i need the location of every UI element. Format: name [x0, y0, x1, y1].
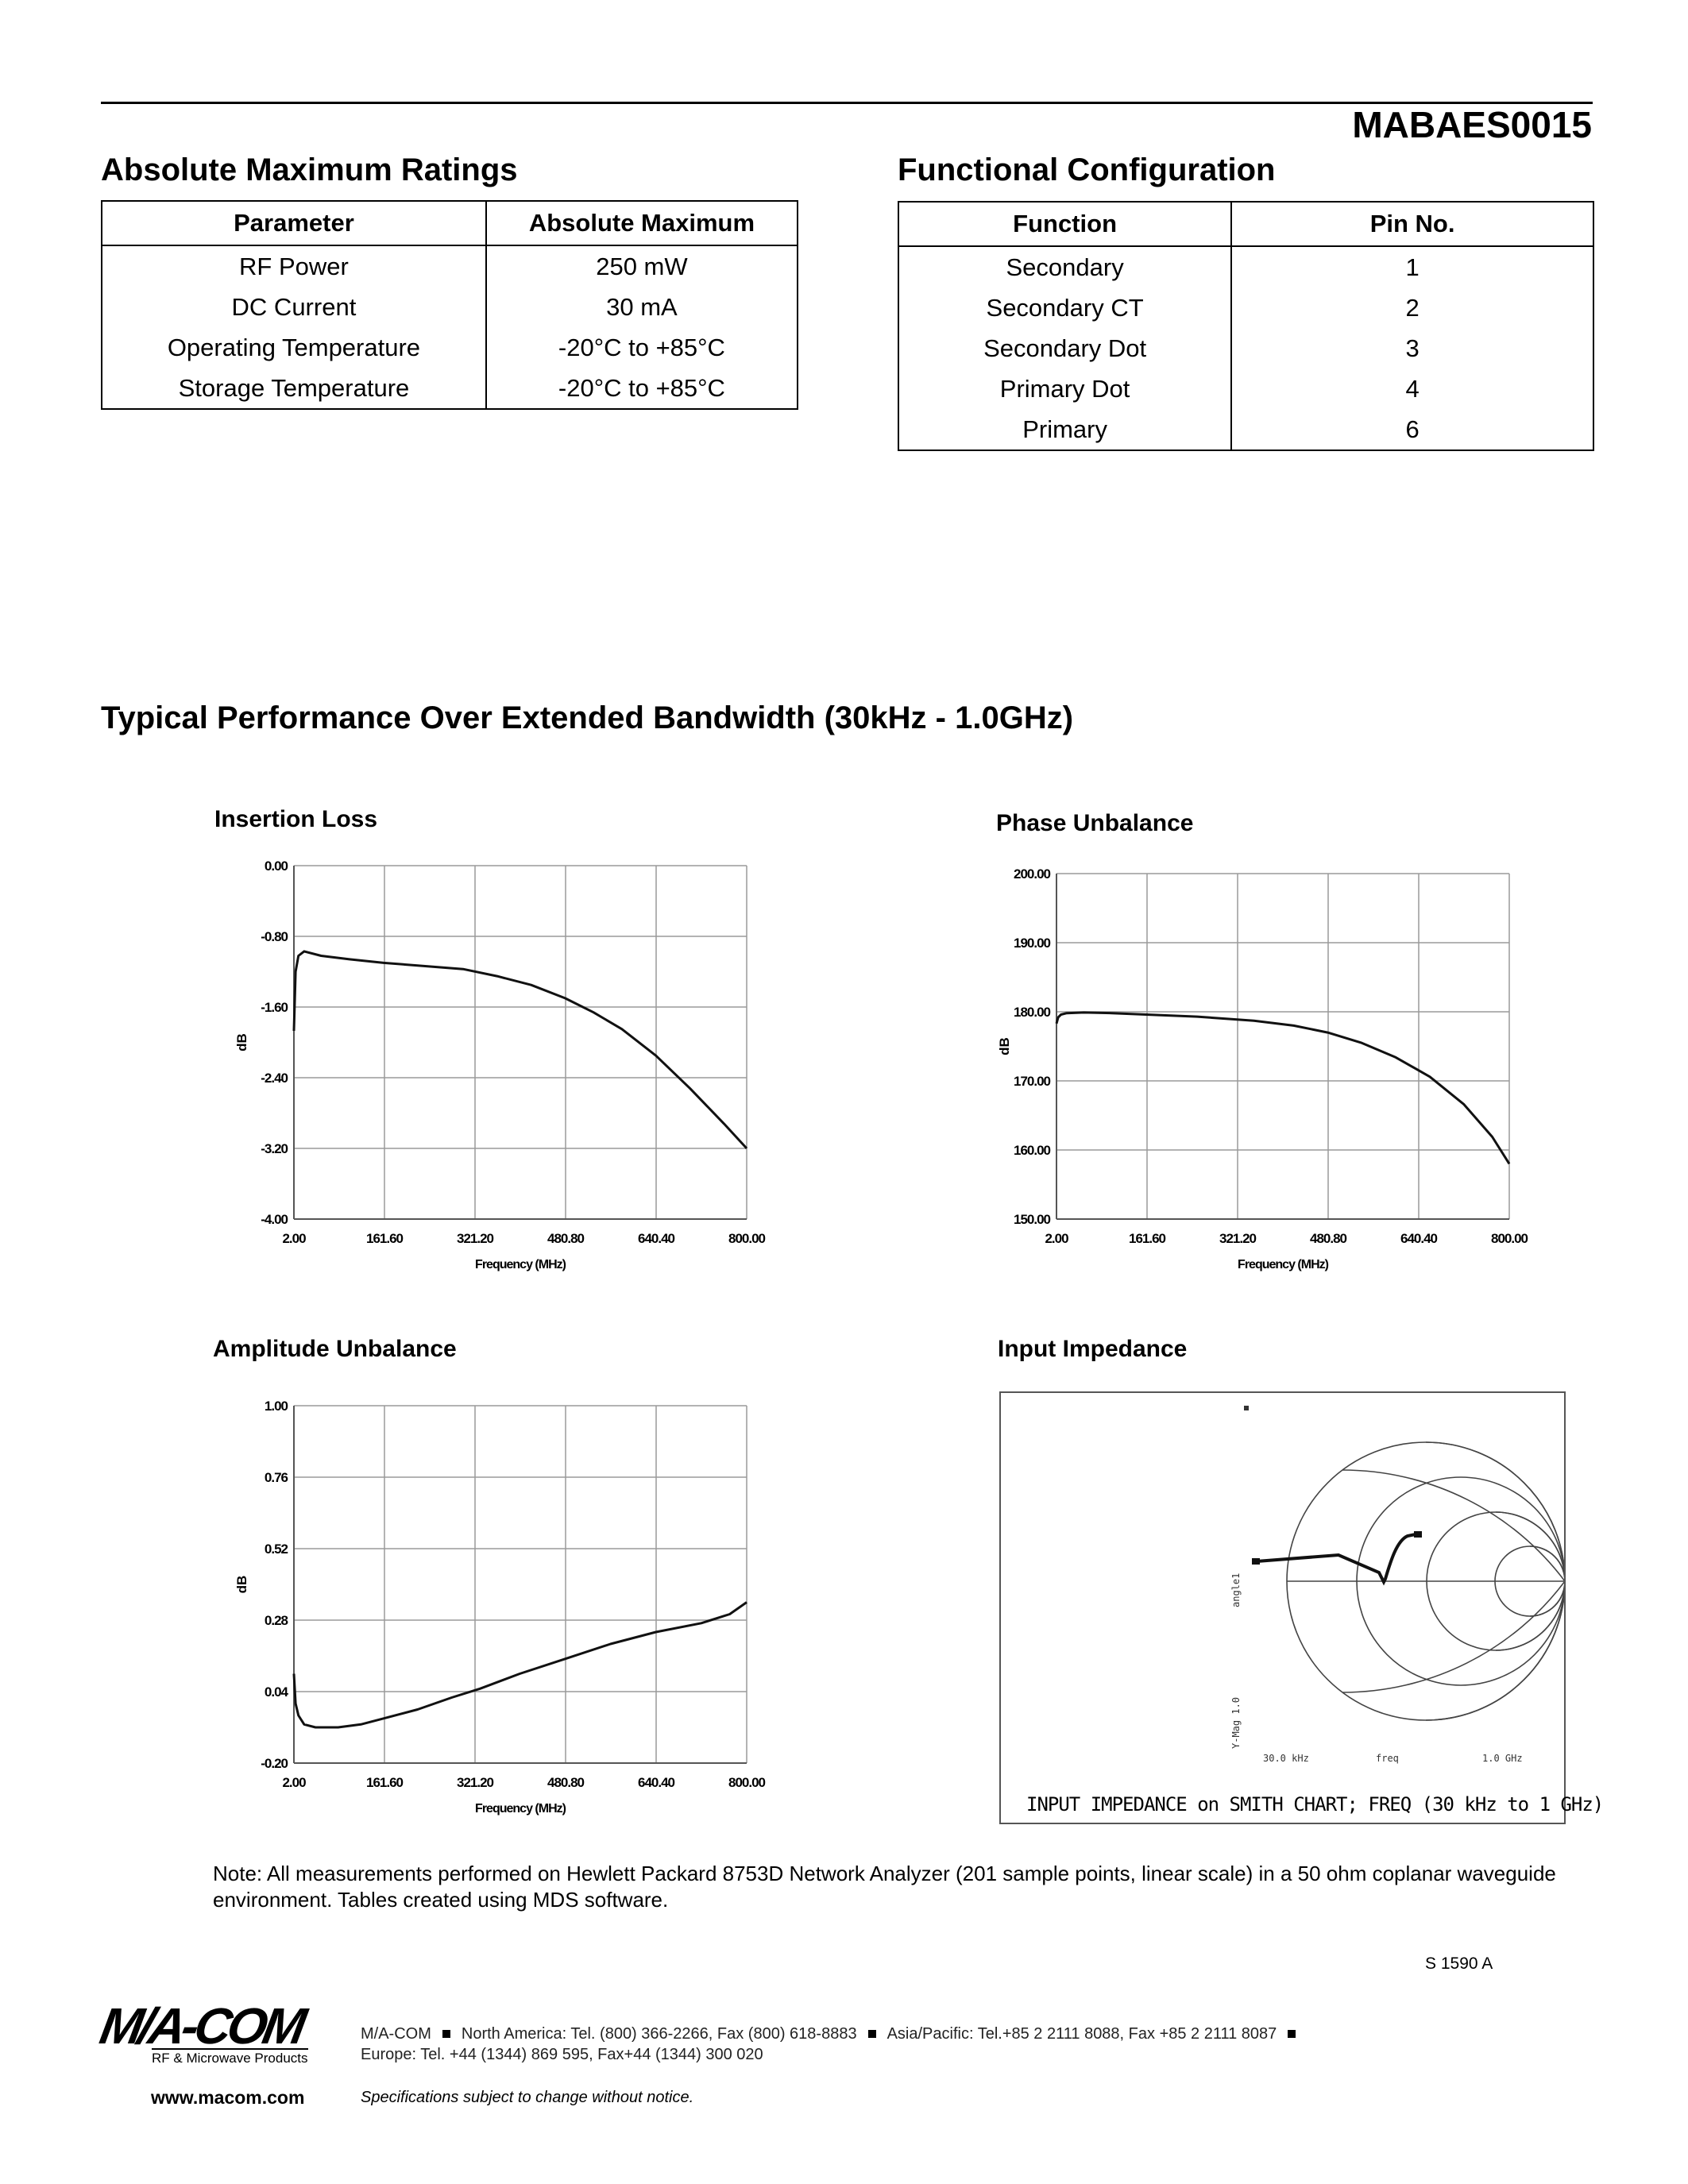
- x-axis-label: Frequency (MHz): [475, 1802, 566, 1815]
- table-cell: 6: [1231, 409, 1593, 450]
- y-tick-label: 0.04: [264, 1684, 288, 1700]
- table-cell: Operating Temperature: [102, 327, 486, 368]
- website-link[interactable]: www.macom.com: [151, 2087, 305, 2108]
- macom-logo: [95, 1997, 327, 2066]
- table-cell: 4: [1231, 369, 1593, 409]
- x-tick-label: 2.00: [1045, 1231, 1068, 1246]
- performance-title: Typical Performance Over Extended Bandwidth (30kHz - 1.0GHz): [101, 700, 1074, 735]
- y-tick-label: 1.00: [264, 1399, 288, 1414]
- series-line: [294, 1603, 747, 1728]
- y-tick-label: -0.80: [261, 929, 288, 944]
- x-tick-label: 800.00: [1491, 1231, 1528, 1246]
- smith-reactance-arc: [1342, 1581, 1564, 1692]
- table-row: [898, 287, 1593, 328]
- column-header: Parameter: [102, 201, 486, 245]
- bullet-square-icon: [868, 2030, 876, 2038]
- smith-chart: [1001, 1393, 1564, 1823]
- smith-reactance-arc: [1342, 1470, 1564, 1581]
- phase-unbalance-title: Phase Unbalance: [996, 810, 1194, 836]
- table-header-row: [102, 201, 798, 245]
- x-tick-label: 161.60: [366, 1775, 403, 1790]
- y-tick-label: 0.00: [264, 859, 288, 874]
- measurement-note: Note: All measurements performed on Hewlett Packard 8753D Network Analyzer (201 sample points, linear scale) in a 50 ohm coplanar waveguide environment. Tables created using MDS software.: [213, 1862, 1556, 1912]
- table-row: [898, 409, 1593, 450]
- smith-reactance-arc: [1530, 1581, 1564, 1616]
- contact-line: [361, 2024, 1307, 2044]
- x-tick-label: 321.20: [457, 1775, 493, 1790]
- input-impedance-title: Input Impedance: [998, 1336, 1188, 1362]
- x-tick-label: 321.20: [457, 1231, 493, 1246]
- y-tick-label: 190.00: [1014, 936, 1050, 951]
- insertion-loss-chart: [214, 850, 802, 1310]
- x-tick-label: 321.20: [1219, 1231, 1256, 1246]
- x-tick-label: 640.40: [1400, 1231, 1437, 1246]
- x-tick-label: 640.40: [638, 1231, 674, 1246]
- y-axis-label: dB: [997, 1037, 1012, 1055]
- smith-reactance-arc: [1530, 1546, 1564, 1581]
- y-tick-label: 0.52: [264, 1542, 288, 1557]
- func-config-table: [898, 201, 1594, 451]
- top-marker: [1244, 1406, 1249, 1410]
- table-cell: 3: [1231, 328, 1593, 369]
- table-row: [102, 245, 798, 287]
- asia-contact: Asia/Pacific: Tel.+85 2 2111 8088, Fax +85 2 2111 8087: [886, 2025, 1277, 2043]
- table-cell: -20°C to +85°C: [486, 327, 798, 368]
- y-tick-label: 150.00: [1014, 1212, 1050, 1227]
- end-marker: [1414, 1531, 1422, 1538]
- contact-info: [361, 2024, 1307, 2065]
- x-tick-label: 800.00: [728, 1231, 765, 1246]
- table-row: [898, 328, 1593, 369]
- abs-max-title: Absolute Maximum Ratings: [101, 152, 518, 187]
- disclaimer: Specifications subject to change without notice.: [361, 2089, 694, 2106]
- smith-start-label: 30.0 kHz: [1263, 1753, 1309, 1764]
- table-cell: -20°C to +85°C: [486, 368, 798, 409]
- x-tick-label: 640.40: [638, 1775, 674, 1790]
- table-cell: Secondary CT: [898, 287, 1231, 328]
- phase-unbalance-chart: [977, 858, 1557, 1310]
- y-tick-label: -1.60: [261, 1000, 288, 1015]
- y-tick-label: -2.40: [261, 1071, 288, 1086]
- logo-subtitle: RF & Microwave Products: [152, 2048, 308, 2066]
- company-name: M/A-COM: [361, 2025, 431, 2043]
- column-header: Absolute Maximum: [486, 201, 798, 245]
- y-tick-label: 0.76: [264, 1470, 288, 1485]
- x-tick-label: 480.80: [1310, 1231, 1346, 1246]
- series-line: [294, 951, 747, 1148]
- table-cell: 1: [1231, 246, 1593, 287]
- abs-max-table: [101, 200, 798, 410]
- table-cell: 30 mA: [486, 287, 798, 327]
- impedance-trace: [1257, 1534, 1416, 1582]
- y-axis-label: dB: [234, 1575, 249, 1594]
- x-tick-label: 2.00: [282, 1231, 306, 1246]
- amplitude-unbalance-title: Amplitude Unbalance: [213, 1336, 457, 1362]
- x-tick-label: 161.60: [1129, 1231, 1165, 1246]
- y-tick-label: 0.28: [264, 1613, 288, 1628]
- y-tick-label: 160.00: [1014, 1143, 1050, 1158]
- table-row: [102, 327, 798, 368]
- table-cell: RF Power: [102, 245, 486, 287]
- x-tick-label: 480.80: [547, 1775, 584, 1790]
- column-header: Function: [898, 202, 1231, 246]
- amplitude-unbalance-chart: [214, 1390, 802, 1850]
- smith-freq-label: freq: [1376, 1753, 1399, 1764]
- y-tick-label: 180.00: [1014, 1005, 1050, 1020]
- table-cell: Primary: [898, 409, 1231, 450]
- table-cell: DC Current: [102, 287, 486, 327]
- y-axis-label: dB: [234, 1033, 249, 1051]
- table-row: [102, 368, 798, 409]
- x-tick-label: 480.80: [547, 1231, 584, 1246]
- table-cell: Secondary: [898, 246, 1231, 287]
- insertion-loss-title: Insertion Loss: [214, 806, 378, 832]
- column-header: Pin No.: [1231, 202, 1593, 246]
- europe-contact: Europe: Tel. +44 (1344) 869 595, Fax+44 (1344) 300 020: [361, 2046, 763, 2063]
- x-axis-label: Frequency (MHz): [475, 1258, 566, 1271]
- part-number: MABAES0015: [1352, 104, 1592, 145]
- table-cell: 250 mW: [486, 245, 798, 287]
- table-row: [898, 369, 1593, 409]
- func-config-title: Functional Configuration: [898, 152, 1276, 187]
- y-tick-label: -4.00: [261, 1212, 288, 1227]
- y-tick-label: 170.00: [1014, 1074, 1050, 1089]
- table-cell: Storage Temperature: [102, 368, 486, 409]
- table-header-row: [898, 202, 1593, 246]
- table-cell: Secondary Dot: [898, 328, 1231, 369]
- y-tick-label: -0.20: [261, 1756, 288, 1771]
- x-tick-label: 161.60: [366, 1231, 403, 1246]
- smith-caption: INPUT IMPEDANCE on SMITH CHART; FREQ (30 kHz to 1 GHz): [1026, 1793, 1604, 1815]
- x-tick-label: 2.00: [282, 1775, 306, 1790]
- table-row: [898, 246, 1593, 287]
- x-axis-label: Frequency (MHz): [1238, 1258, 1328, 1271]
- logo-text: M/A-COM: [95, 1997, 307, 2055]
- north-america-contact: North America: Tel. (800) 366-2266, Fax (800) 618-8883: [461, 2025, 857, 2043]
- table-cell: Primary Dot: [898, 369, 1231, 409]
- table-row: [102, 287, 798, 327]
- smith-side-label: angle1: [1230, 1572, 1242, 1607]
- x-tick-label: 800.00: [728, 1775, 765, 1790]
- series-line: [1056, 1013, 1509, 1164]
- start-marker: [1252, 1558, 1260, 1565]
- y-tick-label: -3.20: [261, 1141, 288, 1156]
- document-code: S 1590 A: [1425, 1954, 1493, 1973]
- bullet-square-icon: [1288, 2030, 1296, 2038]
- y-tick-label: 200.00: [1014, 866, 1050, 882]
- table-cell: 2: [1231, 287, 1593, 328]
- bullet-square-icon: [442, 2030, 450, 2038]
- input-impedance-panel: [999, 1391, 1566, 1824]
- smith-stop-label: 1.0 GHz: [1482, 1753, 1523, 1764]
- smith-side-label: Y-Mag 1.0: [1230, 1696, 1242, 1749]
